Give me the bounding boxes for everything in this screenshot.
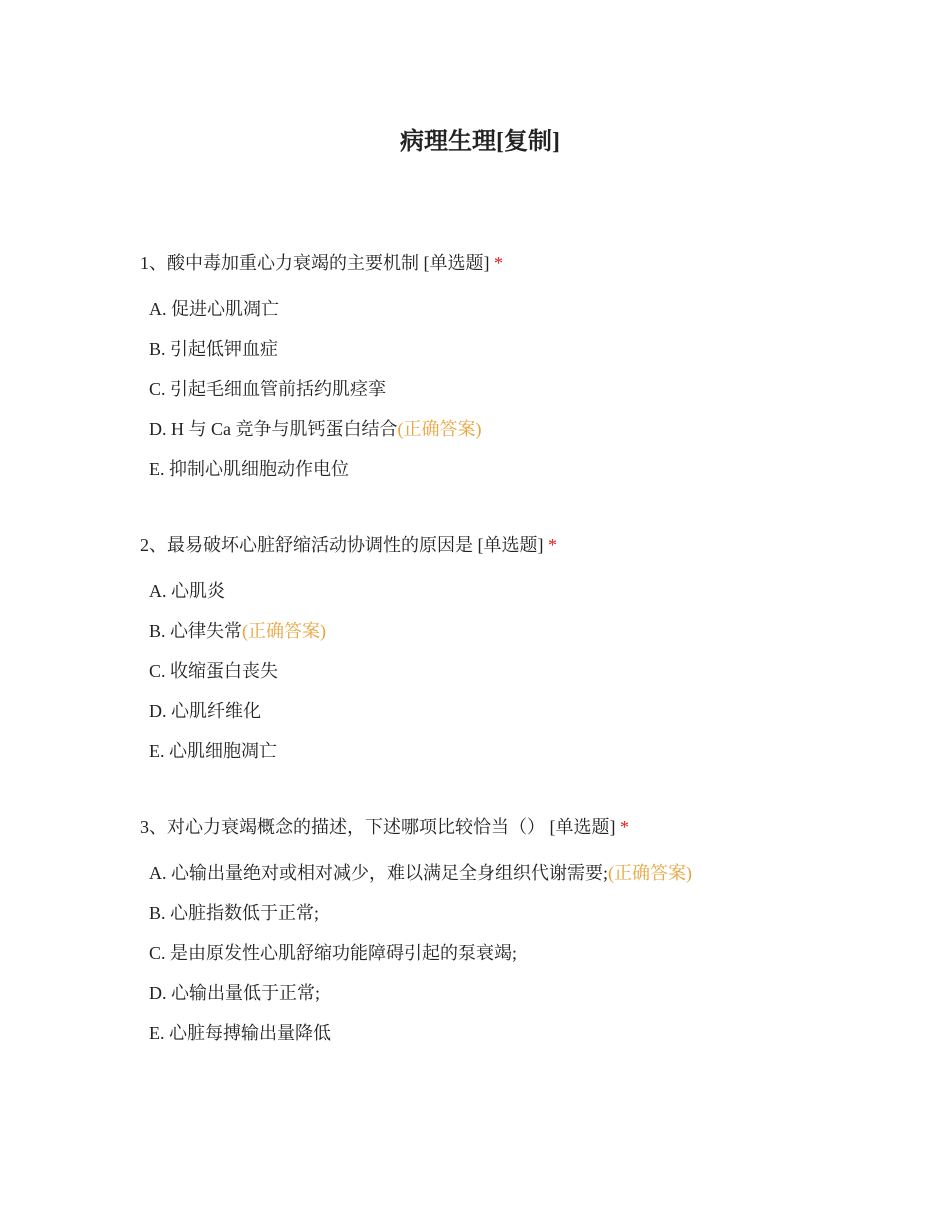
option-text: C. 是由原发性心肌舒缩功能障碍引起的泵衰竭; <box>149 943 518 963</box>
option-d <box>149 416 920 442</box>
correct-answer-tag: (正确答案) <box>608 863 692 883</box>
option-text: A. 促进心肌凋亡 <box>149 299 279 319</box>
option-text: E. 心脏每搏输出量降低 <box>149 1023 331 1043</box>
correct-answer-tag: (正确答案) <box>242 621 327 641</box>
question-stem-text: 2、最易破坏心脏舒缩活动协调性的原因是 [单选题] <box>140 535 544 555</box>
option-e <box>149 1020 920 1046</box>
option-text: D. 心输出量低于正常; <box>149 983 320 1003</box>
option-text: B. 心脏指数低于正常; <box>149 903 320 923</box>
option-text: A. 心输出量绝对或相对减少，难以满足全身组织代谢需要; <box>149 863 608 883</box>
option-text: D. H 与 Ca 竞争与肌钙蛋白结合 <box>149 419 398 439</box>
question-stem-text: 1、酸中毒加重心力衰竭的主要机制 [单选题] <box>140 253 490 273</box>
option-c <box>149 940 920 966</box>
option-b <box>149 336 920 362</box>
option-text: B. 心律失常 <box>149 621 243 641</box>
question-1 <box>140 250 920 496</box>
option-b <box>149 618 920 644</box>
option-text: D. 心肌纤维化 <box>149 701 261 721</box>
question-stem <box>140 814 920 840</box>
question-stem <box>140 532 920 558</box>
option-text: E. 抑制心肌细胞动作电位 <box>149 459 349 479</box>
option-text: E. 心肌细胞凋亡 <box>149 741 277 761</box>
option-a <box>149 578 920 604</box>
option-c <box>149 658 920 684</box>
required-mark: * <box>494 253 503 273</box>
required-mark: * <box>620 817 629 837</box>
required-mark: * <box>548 535 557 555</box>
option-text: C. 引起毛细血管前括约肌痉挛 <box>149 379 387 399</box>
option-a <box>149 296 920 322</box>
option-e <box>149 738 920 764</box>
option-list <box>149 860 920 1046</box>
question-stem-text: 3、对心力衰竭概念的描述，下述哪项比较恰当（） [单选题] <box>140 817 616 837</box>
option-a <box>149 860 920 886</box>
option-e <box>149 456 920 482</box>
option-list <box>149 296 920 482</box>
page-title: 病理生理[复制] <box>400 129 560 156</box>
question-3 <box>140 814 920 1060</box>
option-c <box>149 376 920 402</box>
option-text: B. 引起低钾血症 <box>149 339 279 359</box>
correct-answer-tag: (正确答案) <box>397 419 482 439</box>
option-d <box>149 698 920 724</box>
question-stem <box>140 250 920 276</box>
option-d <box>149 980 920 1006</box>
option-text: A. 心肌炎 <box>149 581 225 601</box>
question-2 <box>140 532 920 778</box>
option-list <box>149 578 920 764</box>
option-text: C. 收缩蛋白丧失 <box>149 661 279 681</box>
option-b <box>149 900 920 926</box>
